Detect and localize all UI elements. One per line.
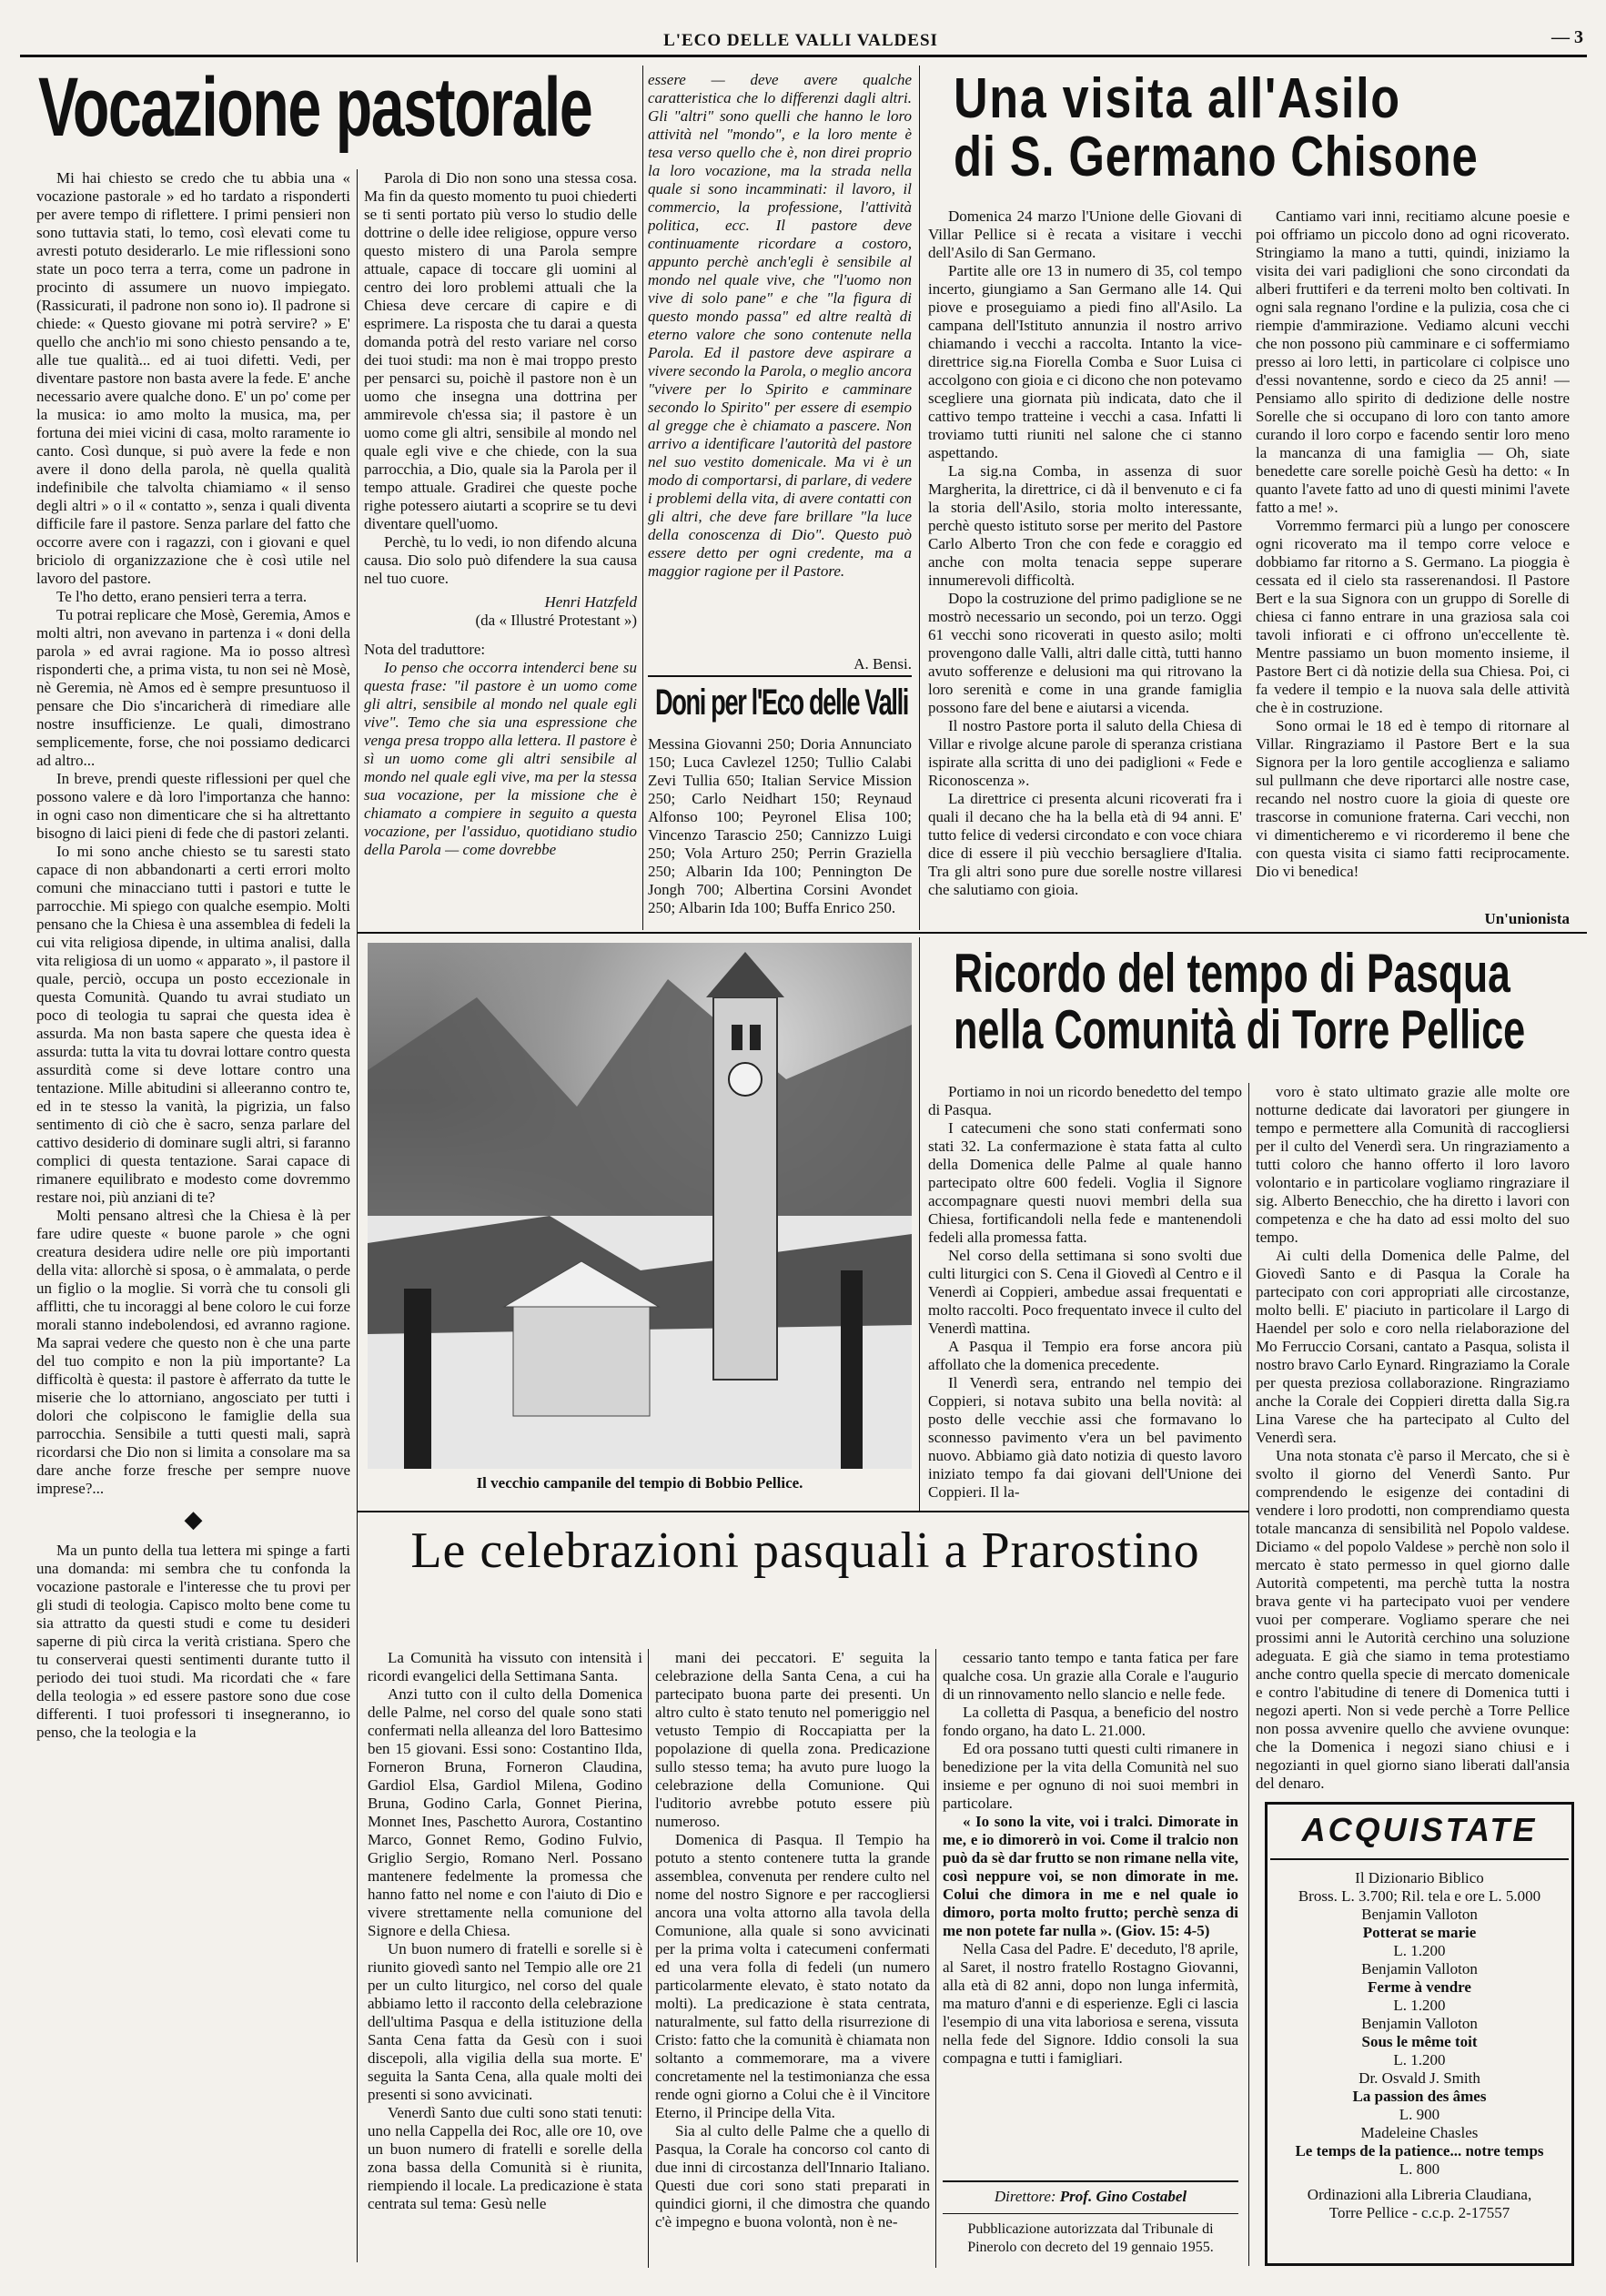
book-price: L. 1.200: [1393, 2051, 1446, 2068]
book-title: Benjamin Valloton: [1361, 1906, 1478, 1923]
paragraph: Domenica di Pasqua. Il Tempio ha potuto a stento contenere tutta la grande assemblea, convenuta per rendere culto nel nome del nostro Signore e per raccogliersi ancora una volta attorno alla tavola della Comunione, alla quale si sono avvicinati per la prima volta i catecumeni confermati ed una vera folla di fedeli (un numero particolarmente elevato, è stato notato da molti). La predicazione è stata centrata, naturalmente, sul fatto della risurrezione di Cristo: fatto che la comunità è chiamata non soltanto a commemorare, ma a vivere concretamente nel la testimonianza che essa rende ogni giorno a Colui che è il Vincitore Eterno, il Principe della Vita.: [655, 1831, 930, 2121]
paragraph: Dopo la costruzione del primo padiglione se ne mostrò necessario un secondo, poi un terzo. Oggi 61 vecchi sono ricoverati in questo asilo; molti provengono dalle Valli, altri dalle città, tutti hanno avuto sofferenze e delusioni ma qui ritrovano la loro serenità e come in una grande famiglia possono fare del bene e aiutarsi a vicenda.: [928, 590, 1242, 716]
translator-heading: Nota del traduttore:: [364, 641, 486, 658]
paragraph: Sono ormai le 18 ed è tempo di ritornare al Villar. Ringraziamo il Pastore Bert e la sua Signora per la loro gentile accoglienza e saliamo sul pullmann che deve riportarci alle nostre case, recando nel nostro cuore la gioia di queste ore trascorse in comunione fraterna. Cari vecchi, non vi dimenticheremo e vi ricorderemo il bene che con questa visita ci siamo fatti reciprocamente. Dio vi benedica!: [1256, 717, 1570, 880]
vocazione-column-3: [648, 71, 912, 653]
headline-torre-line-1: Ricordo del tempo di Pasqua: [954, 943, 1510, 1004]
paragraph: Anzi tutto con il culto della Domenica delle Palme, nel corso del quale sono stati confermati nella alleanza del loro Battesimo ben 15 giovani. Essi sono: Costantino Ilda, Forneron Bruna, Forneron Claudina, Gardiol Elsa, Gardiol Milena, Godino Bruna, Godino Carla, Gonnet Pierina, Monnet Ines, Paschetto Aurora, Costantino Marco, Gonnet Remo, Godino Fulvio, Griglio Sergio, Romano Nerl. Possano mantenere fedelmente la promessa che hanno fatto nel nome e con l'aiuto di Dio e vivere strettamente nella comunione del Signore e della Chiesa.: [368, 1685, 642, 1939]
page-number: — 3: [1551, 27, 1583, 47]
column-divider: [935, 1649, 936, 2268]
vocazione-column-1: [36, 169, 350, 2262]
asilo-signature: Un'unionista: [1484, 910, 1570, 927]
book-title: Il Dizionario Biblico: [1355, 1869, 1484, 1886]
book-title: Benjamin Valloton: [1361, 2015, 1478, 2032]
paragraph: Ai culti della Domenica delle Palme, del Giovedì Santo e di Pasqua la Corale ha partecipato con cori appropriati alle circostanze, molto belli. E' piaciuto in particolare il Largo di Haendel per solo e coro nella rielaborazione del Mo Ferruccio Corsani, cantato a Pasqua, solista il nostro bravo Carlo Eynard. Ringraziamo la Corale per questa preziosa collaborazione. Ringraziamo anche la Corale dei Coppieri diretta dalla Sig.ra Lina Varese che ha partecipato al Culto del Venerdì sera.: [1256, 1247, 1570, 1446]
headline-vocazione: Vocazione pastorale: [38, 61, 592, 154]
column-divider: [642, 66, 643, 930]
paragraph: Nel corso della settimana si sono svolti due culti liturgici con S. Cena il Giovedì al Centro e il Venerdì ai Coppieri, ambedue assai frequentati e molto raccolti. Poco frequentato invece il culto del Venerdì mattina.: [928, 1247, 1242, 1337]
paragraph: Portiamo in noi un ricordo benedetto del tempo di Pasqua.: [928, 1083, 1242, 1118]
acquistate-list: [1270, 1869, 1569, 2222]
paragraph: Il nostro Pastore porta il saluto della Chiesa di Villar e rivolge alcune parole di speranza cristiana ispirate alla scritta di uno dei padiglioni « Fede e Riconoscenza ».: [928, 717, 1242, 789]
paragraph: La direttrice ci presenta alcuni ricoverati fra i quali il decano che ha la bella età di 94 anni. E' tutto felice di vedersi circondato e con voce chiara dice di essere il più vecchio bersagliere d'Italia. Tra gli altri sono pure due sorelle nostre villaresi che salutiamo con gioia.: [928, 790, 1242, 898]
masthead-title: L'ECO DELLE VALLI VALDESI: [663, 31, 938, 50]
book-title: Dr. Osvald J. Smith: [1359, 2069, 1480, 2087]
source-note: (da « Illustré Protestant »): [475, 612, 637, 629]
paragraph: A Pasqua il Tempio era forse ancora più affollato che la domenica precedente.: [928, 1338, 1242, 1373]
column-divider: [357, 169, 358, 2262]
translator-note: Io penso che occorra intenderci bene su questa frase: "il pastore è un uomo come gli altri, sensibile al mondo nel quale egli vive". Temo che sia una espressione che venga presa troppo alla lettera. Il pastore è sì un uomo come gli altri sensibile al mondo nel quale egli vive, ma per la stessa sua vocazione, per la missione che è chiamato a compiere in seguito a questa vocazione, per l'assiduo, quotidiano studio della Parola — come dovrebbe: [364, 659, 637, 858]
paragraph: Sia al culto delle Palme che a quello di Pasqua, la Corale ha concorso col canto di due inni di circostanza dell'Innario Italiano. Questi due cori sono stati preparati in quindici giorni, il che dimostra che quando c'è impegno e buona volontà, non è ne-: [655, 2122, 930, 2230]
paragraph: Molti pensano altresì che la Chiesa è là per fare udire queste « buone parole » che ogni creatura desidera udire nelle ore più importanti della vita: allorchè si sposa, o è ammalata, o perde un figlio o la moglie. Si vorrà che tu consoli gli afflitti, che tu incoraggi al bene coloro le cui forze morali stanno indebolendosi, ed avranno ragione. Ma saprai vedere che questo non è che una parte del tuo compito e non la più importante? La difficoltà è questa: il pastore è afferrato da tutte le miserie che lo attorniano, angosciato per tutti i dolori che colpiscono le famiglie della sua parrocchia. Sensibile a tutti questi mali, saprà ricordarsi che Dio non si limita a consolare ma sa dare anche forze fresche per sempre nuove imprese?...: [36, 1207, 350, 1497]
book-detail: La passion des âmes: [1352, 2088, 1487, 2105]
bible-quote: « Io sono la vite, voi i tralci. Dimorate in me, e io dimorerò in voi. Come il tralcio non può da sè dar frutto se non rimane nella vite, così neppure voi, se non dimorate in me. Colui che dimora in me e nel quale io dimoro, porta molto frutto; perchè senza di me non potete far nulla ». (Giov. 15: 4-5): [943, 1813, 1238, 1939]
section-rule: [357, 1511, 1248, 1512]
book-detail: Bross. L. 3.700; Ril. tela e ore L. 5.000: [1298, 1887, 1541, 1905]
paragraph: Mi hai chiesto se credo che tu abbia una « vocazione pastorale » ed ho tardato a risponderti per avere tempo di riflettere. I primi pensieri non sono tuttavia stati, lo temo, così elevati come tu avresti potuto desiderarlo. Le mie riflessioni sono state un poco terra a terra, come un padrone in procinto di assumere un nuovo impiegato. (Rassicurati, il padrone non sono io). Il padrone si chiede: « Questo giovane mi potrà servire? » E' quello che anch'io mi sono chiesto pensando a te, alle tue qualità... ed ai tuoi difetti. Vedi, per diventare pastore non basta avere la fede. E' anche necessario avere qualche dono. E' un po' come per la musica: io amo molto la musica, ma, per fortuna dei miei vicini di casa, molto raramente io canto. Così dunque, si può avere la fede e non avere il dono della parola, nè quella qualità indefinibile che talvolta chiamiamo « il senso degli altri » o il « contatto », senza i quali diventa difficile fare il pastore. Senza parlare del fatto che occorre avere con i ragazzi, con i giovani e quel briciolo di organizzazione che è così utile nel lavoro del pastore.: [36, 169, 350, 587]
director-bottom-rule: [943, 2213, 1238, 2214]
paragraph: Perchè, tu lo vedi, io non difendo alcuna causa. Dio solo può difendere la sua causa nel tuo cuore.: [364, 533, 637, 587]
director-label: Direttore:: [994, 2188, 1056, 2205]
headline-torre-line-2: nella Comunità di Torre Pellice: [954, 999, 1526, 1060]
masthead-rule: [20, 55, 1587, 57]
paragraph: Una nota stonata c'è parso il Mercato, che si è svolto il giorno del Venerdì Santo. Pur comprendendo le esigenze dei contadini di vendere i loro prodotti, non comprendiamo questa totale mancanza di sensibilità nel Popolo valdese. Diciamo « del popolo Valdese » perchè non solo il mercato è stato permesso in quel giorno dalle Autorità competenti, ma perchè tutta la nostra brava gente vi ha partecipato vuoi per vendere vuoi per comperare. Vogliamo sperare che nei prossimi anni le Autorità cerchino una soluzione adeguata. E già che siamo in tema protestiamo anche contro quella specie di mercato domenicale e contro l'abitudine di tenere di Domenica tutti i negozi aperti. Non si vede perchè a Torre Pellice non possa avvenire quello che avviene ovunque: che la Domenica i negozi siano chiusi e i negozianti in quel giorno siano liberati dall'ansia del denaro.: [1256, 1447, 1570, 1792]
paragraph: mani dei peccatori. E' seguita la celebrazione della Santa Cena, a cui ha partecipato buona parte dei presenti. Un altro culto è stato tenuto nel pomeriggio nel vetusto Tempio di Roccapiatta per la popolazione di quella zona. Predicazione sullo stesso tema; ha avuto pure luogo la celebrazione della Comunione. Qui l'uditorio avrebbe potuto essere più numeroso.: [655, 1649, 930, 1830]
director-top-rule: [943, 2180, 1238, 2182]
book-detail: Sous le même toit: [1361, 2033, 1478, 2050]
paragraph: Vorremmo fermarci più a lungo per conoscere ogni ricoverato ma il tempo corre veloce e dobbiamo far ritorno a S. Germano. La pioggia è cessata ed il cielo sta rasserenandosi. Il Pastore Bert e la sua Signora con un gruppo di Sorelle di chiesa ci fanno entrare in una graziosa sala coi tavoli infiorati e ci offrono un'eccellente tè. Mentre passiamo un buon momento insieme, il Pastore Bert ci dà notizie della sua Chiesa. Poi, ci fa vedere il tempio e la nuova sala delle attività che è in costruzione.: [1256, 517, 1570, 716]
headline-asilo-line-2: di S. Germano Chisone: [954, 126, 1479, 188]
paragraph: Te l'ho detto, erano pensieri terra a terra.: [56, 588, 308, 605]
paragraph: La sig.na Comba, in assenza di suor Margherita, la direttrice, ci dà il benvenuto e ci fa la storia dell'Asilo, storia molto interessante, perchè questo istituto sorse per merito del Pastore Carlo Alberto Tron che con fede e coraggio ed anche con molta tenacia seppe superare innumerevoli difficoltà.: [928, 462, 1242, 589]
book-price: L. 1.200: [1393, 1997, 1446, 2014]
paragraph: Venerdì Santo due culti sono stati tenuti: uno nella Cappella dei Roc, alle ore 10, ove un buon numero di fratelli e sorelle della zona bassa della Comunità si è riunita, riempiendo il locale. La predicazione è stata centrata sul tema: Gesù nelle: [368, 2104, 642, 2212]
paragraph: La Comunità ha vissuto con intensità i ricordi evangelici della Settimana Santa.: [368, 1649, 642, 1684]
book-detail: Ferme à vendre: [1368, 1978, 1471, 1996]
asilo-column-2: [1256, 207, 1570, 908]
photo-caption: Il vecchio campanile del tempio di Bobbio Pellice.: [476, 1474, 803, 1492]
torre-column-1: [928, 1083, 1242, 1511]
paragraph: La colletta di Pasqua, a beneficio del nostro fondo organo, ha dato L. 21.000.: [943, 1704, 1238, 1739]
headline-asilo-line-1: Una visita all'Asilo: [954, 67, 1401, 130]
torre-column-2: [1256, 1083, 1570, 1793]
paragraph: Domenica 24 marzo l'Unione delle Giovani di Villar Pellice si è recata a visitare i vecchi dell'Asilo di San Germano.: [928, 207, 1242, 261]
prarostino-column-3: [943, 1649, 1238, 2177]
acquistate-title-rule: [1270, 1858, 1569, 1860]
book-title: Benjamin Valloton: [1361, 1960, 1478, 1977]
bensi-signature: A. Bensi.: [854, 655, 912, 673]
book-title: Madeleine Chasles: [1360, 2124, 1479, 2141]
prarostino-column-2: [655, 1649, 930, 2268]
paragraph: I catecumeni che sono stati confermati sono stati 32. La confermazione è stata fatta al culto della Domenica delle Palme al quale hanno partecipato oltre 600 fedeli. Voglia il Signore accompagnare questi nuovi membri della sua Chiesa, fortificandoli nella fede e mantenendoli fedeli alla promessa fatta.: [928, 1119, 1242, 1246]
doni-top-rule: [648, 675, 912, 677]
director-name: Prof. Gino Costabel: [1059, 2188, 1187, 2205]
book-price: L. 900: [1399, 2106, 1440, 2123]
prarostino-column-1: [368, 1649, 642, 2268]
order-info: Ordinazioni alla Libreria Claudiana,: [1307, 2186, 1532, 2203]
column-divider: [919, 937, 920, 1511]
column-divider: [1248, 1083, 1249, 2266]
authorization-note: Pubblicazione autorizzata dal Tribunale di Pinerolo con decreto del 19 gennaio 1955.: [967, 2221, 1214, 2255]
diamond-ornament-icon: ◆: [184, 1506, 203, 1532]
paragraph: Tu potrai replicare che Mosè, Geremia, Amos e molti altri, non avevano in partenza i « doni della parola » ed avrai ragione. Ma io posso altresì risponderti che, a prima vista, tu non sei nè Mosè, nè Geremia, nè Amos ed è sempre presuntuoso il pensare che Dio s'incaricherà di rimediare alle nostre insufficienze. Le quali, dimostrano semplicemente, forse, che noi possiamo dedicarci ad altro...: [36, 606, 350, 769]
paragraph: cessario tanto tempo e tanta fatica per fare qualche cosa. Un grazie alla Corale e l'augurio di un rinnovamento nello slancio e nelle fede.: [943, 1649, 1238, 1703]
paragraph: Io mi sono anche chiesto se tu saresti stato capace di non abbandonarti a certi errori molto comuni che minacciano tutti i pastori e tutte le parrocchie. Mi spiego con qualche esempio. Molti pensano che la Chiesa è una assemblea di fedeli la cui vita religiosa dipende, in ultima analisi, dalla vita religiosa di un uomo « apparato », il pastore il quale, perciò, occupa un posto eccezionale in questa Comunità. Quando tu avrai studiato un poco di teologia tu saprai che questa idea è assurda. Ma non basta sapere che questa idea è assurda: tutta la vita tu dovrai lottare contro questa assurdità come si deve lottare contro una tentazione. Mille abitudini si alleeranno contro te, ed in te stesso la vanità, la pigrizia, un falso sentimento di ciò che è sacro, senza parlare del cattivo desiderio di dominare sugli altri, si faranno complici di questa tentazione. Sarai capace di rimanere equilibrato e modesto come dovremmo restare noi, più anziani di te?: [36, 843, 350, 1206]
headline-doni: Doni per l'Eco delle Valli: [655, 683, 908, 723]
paragraph: Partite alle ore 13 in numero di 35, col tempo incerto, giungiamo a San Germano alle 14. Qui piove e proseguiamo a piedi fino all'Asilo. La campana dell'Istituto annunzia il nostro arrivo chiamando i vecchi a raccolta. Intanto la vice-direttrice sig.na Fiorella Comba e Suor Luisa ci accolgono con gioia e ci dicono che non potevamo scegliere una giornata più indicata, dato che il cattivo tempo tratteine i vecchi a casa. Infatti li troviamo tutti riuniti nel salone che ci stanno aspettando.: [928, 262, 1242, 461]
paragraph: Un buon numero di fratelli e sorelle si è riunito giovedì santo nel Tempio alle ore 21 per un culto liturgico, nel corso del quale abbiamo letto il racconto della celebrazione dell'ultima Pasqua e della istituzione della Santa Cena fatta da Gesù con i suoi discepoli, alla vigilia della sua morte. E' seguita la Santa Cena, alla quale molti dei presenti si sono avvicinati.: [368, 1940, 642, 2103]
column-divider: [648, 1649, 649, 2268]
book-detail: Potterat se marie: [1362, 1924, 1477, 1941]
acquistate-title: ACQUISTATE: [1301, 1811, 1538, 1848]
paragraph: Nella Casa del Padre. E' deceduto, l'8 aprile, al Saret, il nostro fratello Rostagno Giovanni, alla età di 82 anni, dopo non lunga infermità, ma maturo d'anni e di esperienze. Egli ci lascia l'esempio di una vita laboriosa e serena, vissuta nella fede del Signore. Iddio consoli la sua compagna e tutti i famigliari.: [943, 1940, 1238, 2067]
paragraph: Parola di Dio non sono una stessa cosa. Ma fin da questo momento tu puoi chiederti se ti senti portato più verso lo studio delle dottrine o delle idee religiose, oppure verso questo mistero di una Parola sempre attuale, capace di toccare gli uomini al centro dei loro problemi attuali che la Chiesa deve cercare di capire e di esprimere. La risposta che tu darai a questa domanda potrà del resto variare nel corso dei tuoi studi: ma non è mai troppo presto per pensarci su, poichè il pastore non è un uomo che insegna una dottrina per ammirevole ch'essa sia; il pastore è un uomo come gli altri, sensibile al mondo nel quale egli vive e che chiede, con la sua parrocchia, a Dio, quale sia la Parola per il tempo attuale. Gradirei che queste poche righe potessero aiutarti a scoprire se tu devi diventare quell'uomo.: [364, 169, 637, 532]
paragraph: In breve, prendi queste riflessioni per quel che possono valere e dà loro l'importanza che hanno: in ogni caso non dimenticare che si ha altrettanto bisogno di laici pieni di fede che di pastori zelanti.: [36, 770, 350, 842]
bobbio-bell-tower-photo: [368, 943, 912, 1469]
book-price: L. 800: [1399, 2160, 1440, 2178]
book-price: L. 1.200: [1393, 1942, 1446, 1959]
paragraph: Ma un punto della tua lettera mi spinge a farti una domanda: mi sembra che tu confonda la vocazione pastorale e l'interesse che tu provi per gli studi di teologia. Capisco molto bene come tu sia attratto da questi studi e come tu desideri saperne di più circa la verità cristiana. Spero che tu conserverai questi sentimenti durante tutto il periodo dei tuoi studi. Ma ricordati che « fare della teologia » ed essere pastore sono due cose differenti. I tuoi professori ti insegneranno, io penso, che la teologia e la: [36, 1542, 350, 1741]
director-line: [943, 2188, 1238, 2206]
vocazione-column-2: [364, 169, 637, 925]
paragraph: Cantiamo vari inni, recitiamo alcune poesie e poi offriamo un piccolo dono ad ogni ricoverato. Stringiamo la mano a tutti, quindi, iniziamo la visita dei vari padiglioni che sono circondati da alberi fruttiferi e da terreni molto ben coltivati. In ogni sala regnano l'ordine e la pulizia, cosa che ci riempie d'ammirazione. Vediamo alcuni vecchi che non possono più camminare e ci soffermiamo presso ai loro letti, in particolare ci colpisce uno d'essi novantenne, sordo e cieco da 25 anni! — Pensiamo allo spirito di dedizione delle nostre Sorelle che si occupano di loro con tanto amore curando il loro corpo e facendo sentir loro meno la mancanza di una famiglia — Oh, siate benedette care sorelle poichè Gesù ha detto: « In quanto l'avete fatto ad uno di questi minimi l'avete fatto a me! ».: [1256, 207, 1570, 516]
section-rule: [357, 932, 1587, 934]
author-signature: Henri Hatzfeld: [544, 593, 637, 611]
order-info: Torre Pellice - c.c.p. 2-17557: [1328, 2204, 1510, 2221]
doni-list: Messina Giovanni 250; Doria Annunciato 150; Luca Cavlezel 1250; Tullio Calabi Zevi Tullia 650; Italian Service Mission 250; Carlo Neidhart 150; Reynaud Alfonso 100; Peyronel Elisa 100; Vincenzo Tarascio 250; Cannizzo Luigi 250; Vola Arturo 250; Perrin Graziella 250; Albarin Ida 100; Pennington De Jongh 700; Albertina Corsini Avondet 250; Albarin Ida 100; Buffa Enrico 250.: [648, 735, 912, 916]
paragraph: essere — deve avere qualche caratteristica che lo differenzi dagli altri. Gli "altri" sono quelli che hanno le loro attività nel "mondo", e la loro mente è tesa verso quello che è, non direi proprio la loro vocazione, ma la strada nella quale si sono incamminati: il lavoro, il commercio, la professione, l'attività politica, ecc. Il pastore deve continuamente ricordare a costoro, appunto perchè anch'egli è sensibile al mondo nel quale vive, che "l'uomo non vive di solo pane" e che "la figura di questo mondo passa" ed altre realtà di eterno valore che sono contenute nella Parola. Ed il pastore deve aspirare a vivere secondo la Parola, o meglio ancora "vivere per lo Spirito e camminare secondo lo Spirito" per essere di esempio al gregge che è chiamato a pascere. Non arrivo a identificare l'autorità del pastore nel suo vestito domenicale. Ma vi è un modo di comportarsi, di parlare, di vedere i problemi della vita, di avere contatti con gli altri, che deve fare brillare "la luce della conoscenza di Dio". Questo può essere detto per ogni credente, ma a maggior ragione per il Pastore.: [648, 71, 912, 580]
column-divider: [919, 66, 920, 930]
paragraph: Ed ora possano tutti questi culti rimanere in benedizione per la vita della Comunità nel suo insieme e per ognuno di noi suoi membri in particolare.: [943, 1740, 1238, 1812]
photo-illustration: [368, 943, 912, 1469]
paragraph: voro è stato ultimato grazie alle molte ore notturne dedicate dai lavoratori per giungere in tempo e permettere alla Comunità di raccogliersi per il culto del Venerdì sera. Un ringraziamento a tutti coloro che hanno offerto il loro lavoro volontario e in particolare vogliamo ringraziare il sig. Alberto Benecchio, che ha diretto i lavori con competenza e che ha dato ad essi molto del suo tempo.: [1256, 1083, 1570, 1246]
paragraph: Il Venerdì sera, entrando nel tempio dei Coppieri, si notava subito una bella novità: al posto delle vecchie assi che formavano lo sconnesso pavimento v'era un bel pavimento nuovo. Abbiamo già dato notizia di questo lavoro iniziato tempo fa dai giovani dell'Unione dei Coppieri. Il la-: [928, 1374, 1242, 1501]
asilo-column-1: [928, 207, 1242, 926]
headline-prarostino: Le celebrazioni pasquali a Prarostino: [410, 1522, 1200, 1579]
book-detail: Le temps de la patience... notre temps: [1295, 2142, 1544, 2159]
